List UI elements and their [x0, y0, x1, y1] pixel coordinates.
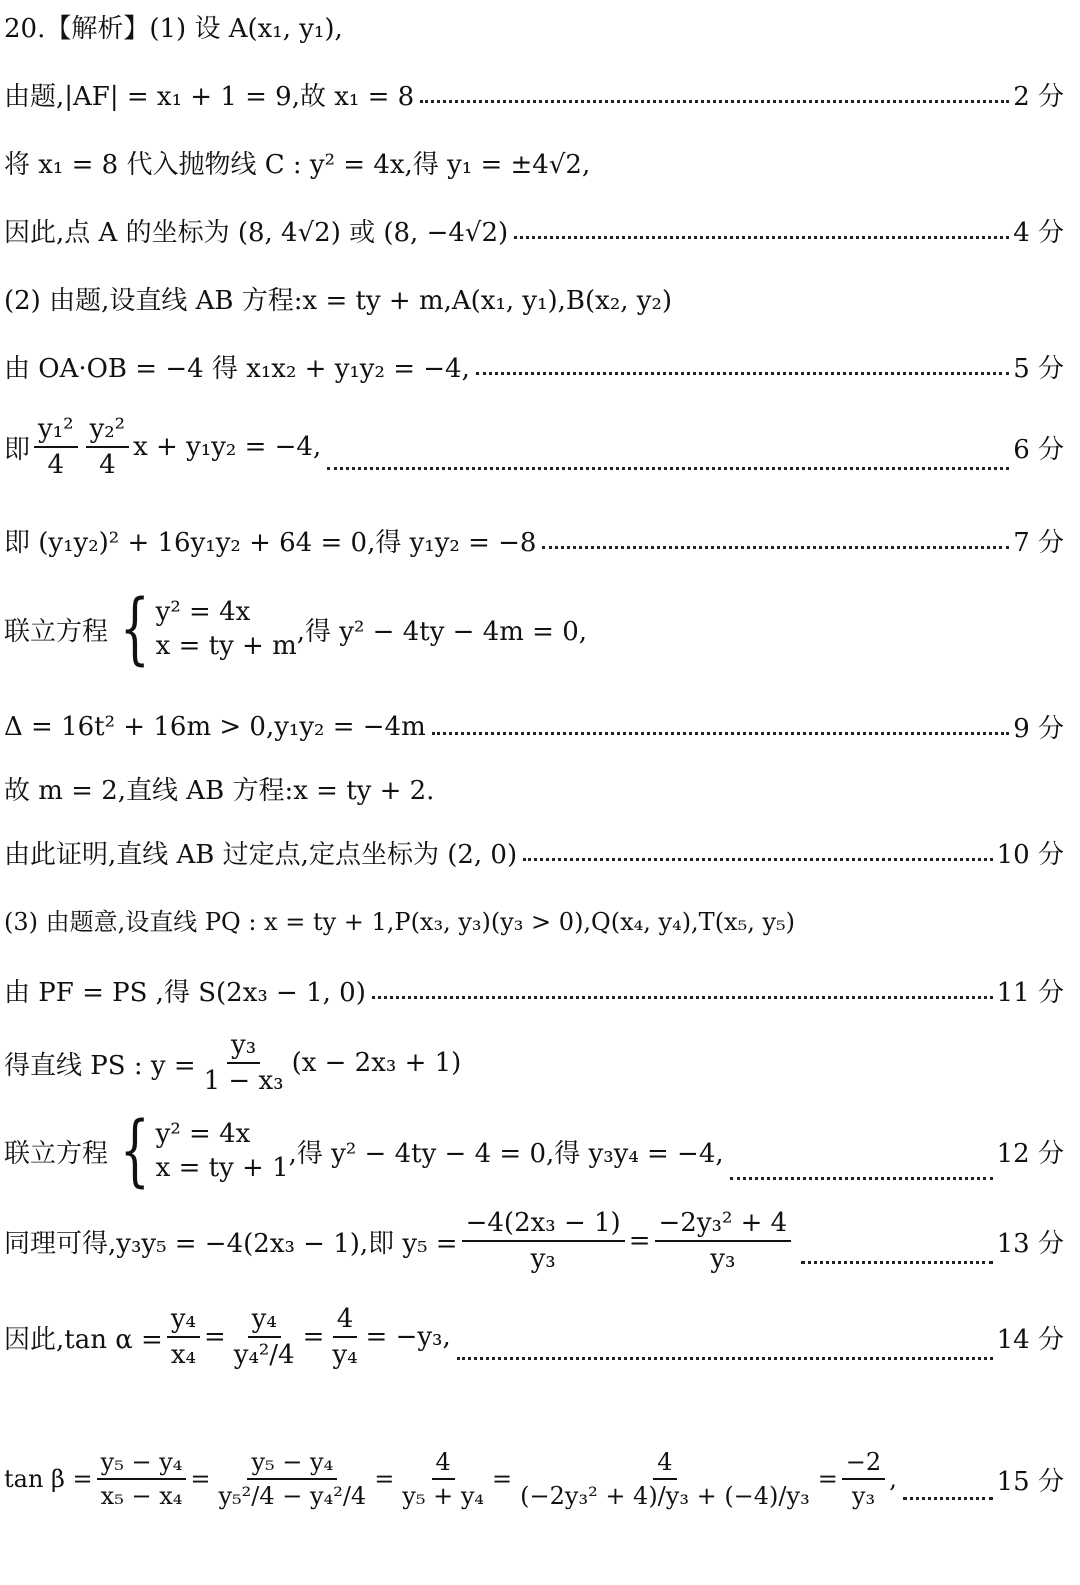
system-row: y² = 4x	[155, 597, 251, 627]
line-text-pre: 联立方程	[4, 616, 109, 647]
dot-leader	[372, 996, 993, 999]
line-text: Δ = 16t² + 16m > 0,y₁y₂ = −4m	[4, 711, 426, 742]
solution-line-1	[4, 8, 1064, 45]
system-rows	[156, 597, 297, 661]
line-text: 由此证明,直线 AB 过定点,定点坐标为 (2, 0)	[4, 840, 518, 870]
fraction-denominator: y₄²/4	[233, 1340, 295, 1370]
fraction-denominator: 1 − x₃	[203, 1066, 284, 1096]
fraction-numerator: y₂²	[86, 414, 130, 448]
score-label: 6 分	[1013, 434, 1064, 465]
equals-sign: =	[492, 1465, 513, 1493]
fraction-numerator: y₁²	[34, 414, 78, 448]
line-text: 由 PF = PS ,得 S(2x₃ − 1, 0)	[4, 978, 366, 1008]
line-text-post: ,得 y² − 4ty − 4 = 0,得 y₃y₄ = −4,	[288, 1138, 724, 1169]
line-text: (3) 由题意,设直线 PQ : x = ty + 1,P(x₃, y₃)(y₃ > 0),Q(x₄, y₄),T(x₅, y₅)	[4, 908, 796, 936]
dot-leader	[730, 1177, 993, 1180]
fraction	[34, 414, 78, 480]
line-body	[4, 414, 321, 480]
fraction-denominator: x₅ − x₄	[100, 1482, 183, 1510]
dot-leader	[801, 1261, 992, 1264]
equation-system	[110, 584, 297, 674]
dot-leader	[542, 546, 1009, 549]
solution-line-18	[4, 1304, 1064, 1370]
score-label: 11 分	[996, 978, 1064, 1008]
fraction-numerator: y₄	[167, 1304, 200, 1338]
solution-line-11	[4, 770, 1064, 807]
line-text: 因此,点 A 的坐标为 (8, 4√2) 或 (8, −4√2)	[4, 218, 509, 248]
score-label: 12 分	[996, 1138, 1064, 1169]
score-label: 14 分	[996, 1324, 1064, 1355]
solution-line-16	[4, 1106, 1064, 1196]
dot-leader	[476, 372, 1009, 375]
solution-line-9	[4, 584, 1064, 674]
equals-sign: =	[302, 1322, 325, 1352]
score-label: 2 分	[1013, 82, 1064, 112]
line-text: 由题,|AF| = x₁ + 1 = 9,故 x₁ = 8	[4, 82, 415, 112]
fraction-numerator: y₅ − y₄	[97, 1448, 187, 1480]
line-text: 将 x₁ = 8 代入抛物线 C : y² = 4x,得 y₁ = ±4√2,	[4, 150, 591, 180]
fraction-numerator: 4	[333, 1304, 358, 1338]
line-body	[4, 1448, 897, 1510]
fraction	[86, 414, 130, 480]
system-row: y² = 4x	[155, 1119, 251, 1149]
solution-line-8	[4, 522, 1064, 559]
dot-leader	[420, 100, 1009, 103]
score-label: 15 分	[996, 1466, 1064, 1497]
line-text-post: ,得 y² − 4ty − 4m = 0,	[296, 616, 588, 647]
line-text: 20.【解析】(1) 设 A(x₁, y₁),	[4, 14, 343, 44]
dot-leader	[523, 858, 993, 861]
score-label: 5 分	[1013, 354, 1064, 384]
line-text-pre: 因此,tan α =	[4, 1324, 163, 1355]
solution-line-13	[4, 902, 1064, 937]
solution-line-10	[4, 708, 1064, 745]
system-rows	[156, 1119, 289, 1183]
fraction	[97, 1448, 187, 1510]
line-body	[4, 1106, 724, 1196]
fraction-denominator: (−2y₃² + 4)/y₃ + (−4)/y₃	[520, 1482, 810, 1510]
fraction	[328, 1304, 361, 1370]
solution-line-15	[4, 1030, 1064, 1096]
score-label: 13 分	[996, 1228, 1064, 1259]
score-label: 9 分	[1013, 714, 1064, 744]
fraction-denominator: x₄	[170, 1340, 196, 1370]
dot-leader	[514, 236, 1009, 239]
score-label: 4 分	[1013, 218, 1064, 248]
fraction-denominator: y₄	[332, 1340, 358, 1370]
line-text-pre: 联立方程	[4, 1138, 109, 1169]
equation-system	[110, 1106, 289, 1196]
fraction-numerator: 4	[653, 1448, 676, 1480]
line-body	[4, 1208, 795, 1274]
line-text-pre: tan β =	[4, 1465, 93, 1493]
left-brace-icon: {	[119, 1106, 150, 1196]
score-label: 7 分	[1013, 528, 1064, 558]
equals-sign: =	[190, 1465, 211, 1493]
left-brace-icon: {	[119, 584, 150, 674]
solution-line-14	[4, 972, 1064, 1009]
line-text: 由 OA·OB = −4 得 x₁x₂ + y₁y₂ = −4,	[4, 354, 470, 384]
dot-leader	[327, 467, 1009, 470]
solution-line-5	[4, 280, 1064, 317]
line-body	[4, 1304, 451, 1370]
solution-line-4	[4, 212, 1064, 249]
fraction-numerator: −4(2x₃ − 1)	[462, 1208, 625, 1242]
fraction	[230, 1304, 299, 1370]
dot-leader	[432, 732, 1009, 735]
equals-sign: =	[374, 1465, 395, 1493]
system-row: x = ty + m	[155, 631, 297, 661]
score-label: 10 分	[996, 840, 1064, 870]
line-text-post: x + y₁y₂ = −4,	[133, 432, 322, 462]
system-row: x = ty + 1	[155, 1153, 289, 1183]
fraction	[200, 1030, 288, 1096]
fraction-denominator: y₅²/4 − y₄²/4	[218, 1482, 367, 1510]
fraction-denominator: y₅ + y₄	[402, 1482, 485, 1510]
solution-line-12	[4, 834, 1064, 871]
fraction-denominator: y₃	[851, 1482, 876, 1510]
fraction-numerator: y₅ − y₄	[247, 1448, 337, 1480]
line-text: 即 (y₁y₂)² + 16y₁y₂ + 64 = 0,得 y₁y₂ = −8	[4, 528, 537, 558]
fraction-denominator: 4	[47, 450, 65, 480]
fraction-numerator: −2	[842, 1448, 885, 1480]
line-body	[4, 1030, 461, 1096]
line-text-pre: 同理可得,y₃y₅ = −4(2x₃ − 1),即 y₅ =	[4, 1228, 458, 1259]
fraction	[215, 1448, 371, 1510]
line-text: (2) 由题,设直线 AB 方程:x = ty + m,A(x₁, y₁),B(x₂, y₂)	[4, 286, 673, 316]
solution-line-2	[4, 76, 1064, 113]
line-text-pre: 即	[4, 434, 31, 465]
solution-line-17	[4, 1208, 1064, 1274]
fraction-denominator: y₃	[530, 1244, 556, 1274]
fraction-numerator: 4	[432, 1448, 455, 1480]
equals-sign: =	[203, 1322, 226, 1352]
fraction	[462, 1208, 625, 1274]
solution-line-19	[4, 1448, 1064, 1510]
line-body	[4, 584, 588, 674]
solution-line-6	[4, 348, 1064, 385]
line-text: 故 m = 2,直线 AB 方程:x = ty + 2.	[4, 776, 435, 806]
fraction	[655, 1208, 792, 1274]
line-text-post: = −y₃,	[365, 1322, 451, 1352]
dot-leader	[903, 1497, 993, 1500]
line-text-post: (x − 2x₃ + 1)	[291, 1048, 462, 1078]
solution-line-7	[4, 414, 1064, 480]
fraction-denominator: y₃	[710, 1244, 736, 1274]
fraction-numerator: y₃	[227, 1030, 260, 1064]
fraction-numerator: y₄	[248, 1304, 281, 1338]
fraction-numerator: −2y₃² + 4	[655, 1208, 792, 1242]
fraction-denominator: 4	[99, 450, 116, 480]
solution-line-3	[4, 144, 1064, 181]
line-text-pre: 得直线 PS : y =	[4, 1050, 196, 1081]
equals-sign: =	[628, 1226, 651, 1256]
equals-sign: =	[817, 1465, 838, 1493]
line-text-post: ,	[889, 1465, 897, 1493]
dot-leader	[457, 1357, 993, 1360]
fraction	[167, 1304, 200, 1370]
fraction	[398, 1448, 488, 1510]
fraction	[842, 1448, 885, 1510]
fraction	[516, 1448, 814, 1510]
